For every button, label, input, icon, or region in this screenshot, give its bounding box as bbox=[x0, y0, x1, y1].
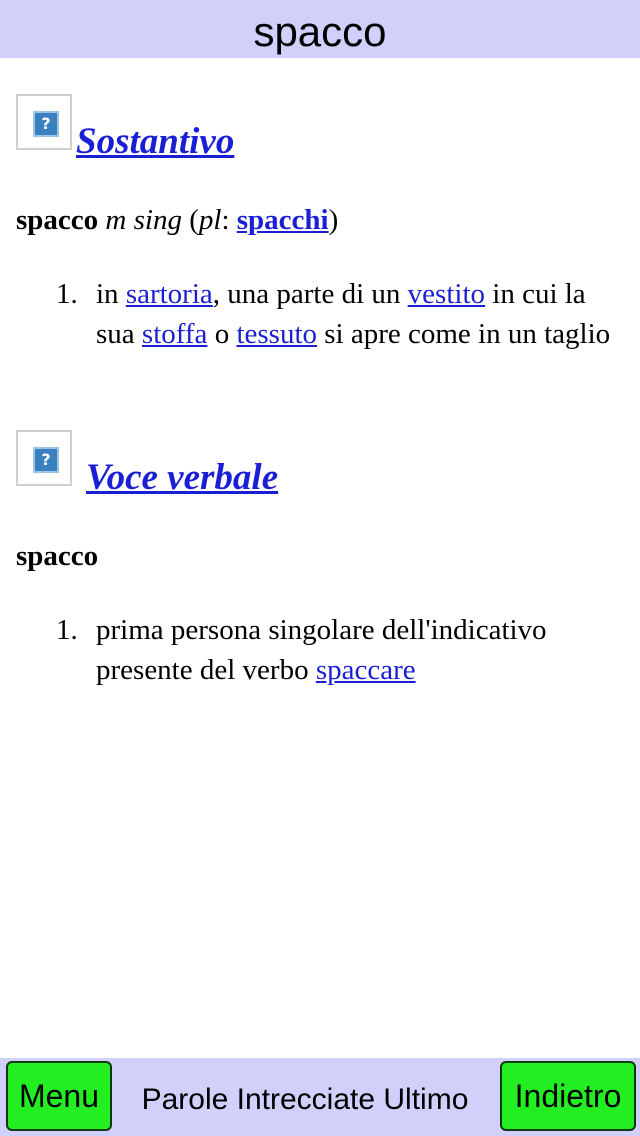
grammar-info: m sing bbox=[105, 204, 182, 236]
header-bar bbox=[0, 0, 640, 58]
plural-label: pl bbox=[198, 204, 222, 236]
link-vestito[interactable]: vestito bbox=[407, 278, 486, 310]
headword: spacco bbox=[16, 204, 99, 236]
pos-heading-verb[interactable]: Voce verbale bbox=[86, 457, 279, 498]
definition-list-noun bbox=[56, 274, 626, 354]
link-stoffa[interactable]: stoffa bbox=[141, 318, 208, 350]
definition-number: 1. bbox=[56, 278, 78, 310]
definition-list-verb bbox=[56, 610, 626, 690]
back-button[interactable]: Indietro bbox=[500, 1061, 636, 1131]
link-sartoria[interactable]: sartoria bbox=[125, 278, 213, 310]
headword: spacco bbox=[16, 540, 99, 572]
headword-line-verb bbox=[16, 540, 98, 573]
definition-text: prima persona singolare dell'indicativo presente del verbo spaccare bbox=[96, 614, 547, 686]
help-icon[interactable]: ? bbox=[16, 94, 72, 150]
link-tessuto[interactable]: tessuto bbox=[236, 318, 317, 350]
link-spaccare[interactable]: spaccare bbox=[315, 654, 416, 686]
headword-line-noun: spacco m sing (pl: spacchi) bbox=[16, 204, 339, 236]
footer-bar bbox=[0, 1058, 640, 1136]
plural-link[interactable]: spacchi bbox=[236, 204, 329, 236]
page-title: spacco bbox=[253, 8, 387, 55]
definition-text: in sartoria, una parte di un vestito in cui la sua stoffa o tessuto si apre come in un taglio bbox=[96, 278, 611, 350]
footer-center-label[interactable]: Parole Intrecciate Ultimo bbox=[141, 1083, 469, 1116]
pos-heading-noun[interactable]: Sostantivo bbox=[76, 121, 235, 162]
menu-button[interactable]: Menu bbox=[6, 1061, 112, 1131]
dictionary-content bbox=[0, 58, 640, 1058]
definition-number: 1. bbox=[56, 614, 78, 646]
help-icon[interactable]: ? bbox=[16, 430, 72, 486]
